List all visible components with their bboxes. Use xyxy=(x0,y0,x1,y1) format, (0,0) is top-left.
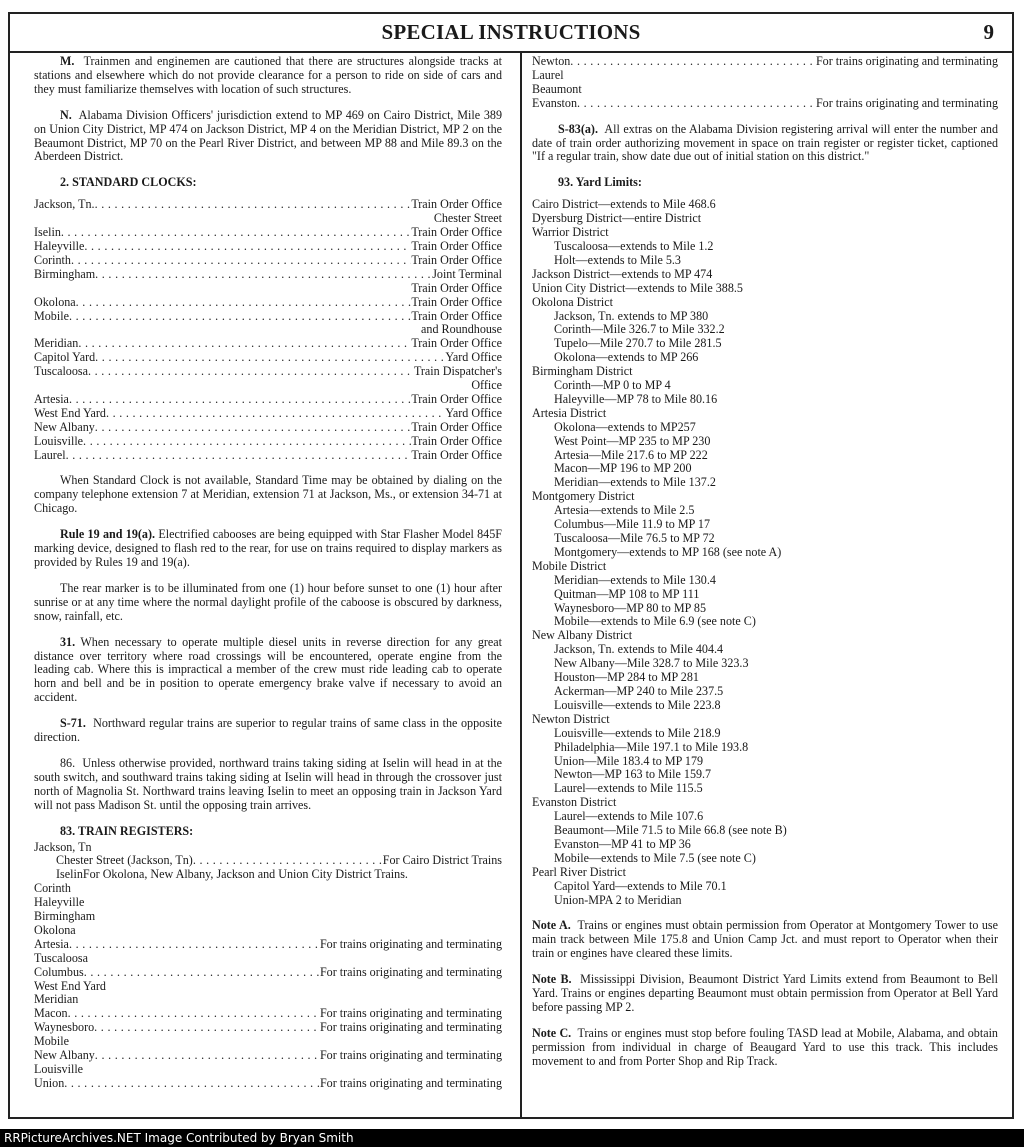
clock-row-value: Train Order Office xyxy=(411,447,502,462)
paragraph-s71: S-71. Northward regular trains are superior to regular trains of same class in the opposite direction. xyxy=(34,716,502,745)
register-row-leader xyxy=(95,1049,320,1063)
train-registers-heading: 83. TRAIN REGISTERS: xyxy=(60,823,194,838)
paragraph-rule-19: Rule 19 and 19(a). Electrified cabooses are being equipped with Star Flasher Model 845F marking device, designed to flash red to the rear, for use on trains required to display markers as provided by Rules 19 and 19(a). xyxy=(34,527,502,569)
clock-row xyxy=(34,268,502,282)
register-row-leader xyxy=(94,1021,320,1035)
register-row-leader xyxy=(84,966,320,980)
clock-row xyxy=(34,435,502,449)
yard-district: Pearl River District xyxy=(532,864,627,879)
register-row-leader xyxy=(68,1007,320,1021)
yard-district: Artesia District xyxy=(532,405,607,420)
yard-limit-item: Meridian—extends to Mile 137.2 xyxy=(554,475,716,490)
clock-row xyxy=(34,449,502,463)
standard-clocks-list xyxy=(34,198,502,462)
page-title: SPECIAL INSTRUCTIONS xyxy=(381,20,641,44)
clock-row-value: Train Dispatcher's xyxy=(413,364,502,379)
yard-limit-item: Laurel—extends to Mile 115.5 xyxy=(554,781,703,796)
clock-row-leader xyxy=(69,393,411,407)
yard-limit-item: Louisville—extends to Mile 218.9 xyxy=(554,725,721,740)
train-registers-continued xyxy=(532,55,998,111)
clock-row-place: Haleyville xyxy=(34,238,85,253)
register-row: Corinth xyxy=(34,881,71,896)
clock-row-leader xyxy=(78,337,411,351)
yard-limit-item: Artesia—extends to Mile 2.5 xyxy=(554,503,695,518)
yard-limit-item: Haleyville—MP 78 to Mile 80.16 xyxy=(554,391,718,406)
clock-row-place: West End Yard xyxy=(34,405,106,420)
clock-row-leader xyxy=(106,407,445,421)
column-divider xyxy=(520,51,522,1117)
yard-limit-item: Ackerman—MP 240 to Mile 237.5 xyxy=(554,683,724,698)
clock-row-place: Mobile xyxy=(34,308,69,323)
clock-row-leader xyxy=(84,240,411,254)
yard-limit-item: Meridian—extends to Mile 130.4 xyxy=(554,572,716,587)
register-row: Okolona xyxy=(34,922,76,937)
register-row-leader xyxy=(577,97,816,111)
clock-row xyxy=(34,351,502,365)
register-row xyxy=(34,1021,502,1035)
page-header xyxy=(10,14,1012,53)
note-a: Note A. Trains or engines must obtain permission from Operator at Montgomery Tower to use main track between Mile 175.8 and Union Camp Jct. and must report to Operator when their train or engines have cleared these limits. xyxy=(532,918,998,961)
yard-limit-item: Union—Mile 183.4 to MP 179 xyxy=(554,753,704,768)
clock-row-leader xyxy=(61,226,411,240)
yard-district: Mobile District xyxy=(532,558,607,573)
yard-district: Birmingham District xyxy=(532,364,633,379)
clock-row-leader xyxy=(95,198,412,212)
clock-row-value: Train Order Office xyxy=(411,336,502,351)
clock-row xyxy=(34,337,502,351)
clock-row xyxy=(34,198,502,212)
yard-limit-item: Louisville—extends to Mile 223.8 xyxy=(554,697,721,712)
clock-row-leader xyxy=(66,449,412,463)
register-row-place: Union xyxy=(34,1075,65,1090)
yard-limit-item: Tupelo—Mile 270.7 to Mile 281.5 xyxy=(554,336,722,351)
register-row: Mobile xyxy=(34,1034,69,1049)
register-row-value: For trains originating and terminating xyxy=(815,54,998,68)
clock-row-place: Artesia xyxy=(34,391,69,406)
yard-limit-item: Tuscaloosa—extends to Mile 1.2 xyxy=(554,238,714,253)
register-row: Birmingham xyxy=(34,909,96,924)
clock-row xyxy=(34,310,502,324)
paragraph-86: 86. Unless otherwise provided, northward trains taking siding at Iselin will head in at the south switch, and southward trains taking siding at Iselin will head in through the crossover just north of Magnolia St. Northward trains leaving Iselin to meet an opposing train in Jackson Yard will not pass Madison St. until the opposing train arrives. xyxy=(34,755,503,812)
yard-district: Warrior District xyxy=(532,225,609,240)
clock-row-place: Tuscaloosa xyxy=(34,364,88,379)
left-column xyxy=(34,55,502,1091)
register-row xyxy=(34,938,502,952)
yard-limit-item: Macon—MP 196 to MP 200 xyxy=(554,461,692,476)
clock-row-value: Train Order Office xyxy=(411,433,502,448)
register-row-leader xyxy=(64,1077,320,1091)
clock-row-leader xyxy=(95,421,412,435)
register-row-value: For trains originating and terminating xyxy=(815,95,998,110)
yard-limit-item: Philadelphia—Mile 197.1 to Mile 193.8 xyxy=(554,739,749,754)
yard-limit-item: Capitol Yard—extends to Mile 70.1 xyxy=(554,878,727,893)
clock-row-value: Train Order Office xyxy=(411,197,502,212)
register-row xyxy=(34,1007,502,1021)
register-row: Laurel xyxy=(532,67,564,82)
yard-limit-item: Mobile—extends to Mile 7.5 (see note C) xyxy=(554,850,756,865)
register-row-value: For trains originating and terminating xyxy=(319,936,502,951)
clock-row-value: Train Order Office xyxy=(411,225,502,240)
clock-row xyxy=(34,407,502,421)
yard-limit-item: Quitman—MP 108 to MP 111 xyxy=(554,586,700,601)
clock-row-place: Capitol Yard xyxy=(34,350,96,365)
register-row-leader xyxy=(69,938,320,952)
register-row: Meridian xyxy=(34,992,79,1007)
clock-row-place: Iselin xyxy=(34,225,61,240)
clock-row-extra: Train Order Office xyxy=(411,280,502,295)
clock-row xyxy=(34,296,502,310)
register-row xyxy=(34,1077,502,1091)
yard-limit-item: West Point—MP 235 to MP 230 xyxy=(554,433,711,448)
clock-row-extra: and Roundhouse xyxy=(421,322,502,337)
clock-row-value: Joint Terminal xyxy=(432,266,502,281)
yard-limit-item: Union-MPA 2 to Meridian xyxy=(554,892,682,907)
register-row-place: Waynesboro xyxy=(34,1020,95,1035)
clock-row-leader xyxy=(76,296,412,310)
yard-district: Jackson District—extends to MP 474 xyxy=(532,266,713,281)
clock-row-value: Train Order Office xyxy=(411,238,502,253)
clock-row xyxy=(34,240,502,254)
yard-limit-item: Columbus—Mile 11.9 to MP 17 xyxy=(554,517,711,532)
yard-limit-item: Jackson, Tn. extends to Mile 404.4 xyxy=(554,642,724,657)
register-row-value: For trains originating and terminating xyxy=(319,1048,502,1063)
clock-row xyxy=(34,393,502,407)
document-page xyxy=(8,12,1014,1119)
yard-limit-item: New Albany—Mile 328.7 to Mile 323.3 xyxy=(554,656,749,671)
register-row: Tuscaloosa xyxy=(34,950,88,965)
register-row: Beaumont xyxy=(532,81,582,96)
image-credit-bar: RRPictureArchives.NET Image Contributed by Bryan Smith xyxy=(0,1129,1024,1147)
yard-limit-item: Corinth—Mile 326.7 to Mile 332.2 xyxy=(554,322,725,337)
paragraph-m: M. Trainmen and enginemen are cautioned that there are structures alongside tracks at stations and elsewhere which do not provide clearance for a person to ride on side of cars and they must familiarize themselves with location of such structures. xyxy=(34,54,502,96)
clock-row-leader xyxy=(95,351,445,365)
yard-limits-list xyxy=(532,198,998,907)
clock-row-value: Train Order Office xyxy=(411,391,502,406)
yard-limit-item: Okolona—extends to MP 266 xyxy=(554,350,699,365)
clock-row-place: Corinth xyxy=(34,252,71,267)
yard-limit-item: Newton—MP 163 to Mile 159.7 xyxy=(554,767,712,782)
clock-row-leader xyxy=(83,435,411,449)
register-row xyxy=(34,966,502,980)
register-row-place: Artesia xyxy=(34,936,69,951)
paragraph-rear-marker: The rear marker is to be illuminated from one (1) hour before sunset to one (1) hour after sunrise or at any time where the normal daylight profile of the caboose is obscured by darkness, snow, rainfall, etc. xyxy=(34,580,502,623)
register-row-place: Macon xyxy=(34,1006,68,1021)
clock-row-place: Okolona xyxy=(34,294,76,309)
register-row: Haleyville xyxy=(34,895,85,910)
register-row: Louisville xyxy=(34,1062,84,1076)
clock-row-value: Yard Office xyxy=(445,405,502,420)
yard-limit-item: Waynesboro—MP 80 to MP 85 xyxy=(554,600,706,615)
clock-row-place: Meridian xyxy=(34,336,79,351)
yard-limit-item: Mobile—extends to Mile 6.9 (see note C) xyxy=(554,614,756,629)
paragraph-31: 31. When necessary to operate multiple diesel units in reverse direction for any great distance over territory where road crossings will be encountered, operate engine from the leading cab. Where this is impractical a member of the crew must ride leading cab to operate horn and bell and be in position to operate emergency brake valve if necessary to avoid an accident. xyxy=(34,634,502,705)
clock-row-value: Train Order Office xyxy=(411,252,502,267)
clock-row-place: Jackson, Tn. xyxy=(34,197,95,212)
right-column xyxy=(532,55,998,1069)
clock-row-place: New Albany xyxy=(34,419,95,434)
register-jackson: Jackson, Tn xyxy=(34,839,92,854)
register-row xyxy=(34,1049,502,1063)
yard-limits-heading: 93. Yard Limits: xyxy=(558,175,642,190)
clock-row-value: Yard Office xyxy=(445,350,502,365)
register-chester-street: Chester Street (Jackson, Tn) . . . For Cairo District Trains xyxy=(34,854,502,868)
clock-row-value: Train Order Office xyxy=(411,294,502,309)
clock-row-leader xyxy=(71,254,411,268)
register-row-value: For trains originating and terminating xyxy=(319,1006,502,1021)
note-c: Note C. Trains or engines must stop before fouling TASD lead at Mobile, Alabama, and obtain permission from individual in charge of Beaugard Yard to use this track. This includes movement to and from Porter Shop and Rip Track. xyxy=(532,1025,998,1068)
paragraph-s83a: S-83(a). All extras on the Alabama Division registering arrival will enter the number and date of train order authorizing movement in space on train register or register ticket, captioned "If a regular train, show date due out of initial station on this district." xyxy=(532,121,998,164)
clock-row xyxy=(34,421,502,435)
clock-row-place: Birmingham xyxy=(34,266,96,281)
register-row-value: For trains originating and terminating xyxy=(319,964,502,979)
yard-limit-item: Artesia—Mile 217.6 to MP 222 xyxy=(554,447,708,462)
clock-row-leader xyxy=(69,310,411,324)
clock-row-value: Train Order Office xyxy=(411,419,502,434)
register-row-place: Evanston xyxy=(532,95,578,110)
paragraph-standard-time: When Standard Clock is not available, Standard Time may be obtained by dialing on the company telephone extension 7 at Meridian, extension 71 at Jackson, Ms., or extension 34-71 at Chicago. xyxy=(34,473,502,516)
clock-row-place: Laurel xyxy=(34,447,66,462)
clock-row-extra: Office xyxy=(471,378,502,393)
yard-limit-item: Evanston—MP 41 to MP 36 xyxy=(554,836,691,851)
yard-district: Evanston District xyxy=(532,795,617,810)
yard-limit-item: Beaumont—Mile 71.5 to Mile 66.8 (see note B) xyxy=(554,823,787,838)
register-iselin: IselinFor Okolona, New Albany, Jackson and Union City District Trains. xyxy=(56,867,408,882)
yard-limit-item: Jackson, Tn. extends to MP 380 xyxy=(554,308,709,323)
clock-row-extra: Chester Street xyxy=(433,211,502,226)
yard-district: Union City District—extends to Mile 388.5 xyxy=(532,280,743,295)
yard-limit-item: Corinth—MP 0 to MP 4 xyxy=(554,378,671,393)
note-b: Note B. Mississippi Division, Beaumont District Yard Limits extend from Beaumont to Bell Yard. Trains or engines departing Beaumont must obtain permission from Operator at Bell Yard before passing MP 2. xyxy=(532,972,998,1014)
yard-limit-item: Okolona—extends to MP257 xyxy=(554,419,696,434)
yard-district: Montgomery District xyxy=(532,489,635,504)
yard-limit-item: Holt—extends to Mile 5.3 xyxy=(554,252,681,267)
yard-limit-item: Montgomery—extends to MP 168 (see note A) xyxy=(554,544,782,559)
yard-limit-item: Tuscaloosa—Mile 76.5 to MP 72 xyxy=(554,531,715,545)
register-row-place: Newton xyxy=(532,54,571,68)
yard-limit-item: Houston—MP 284 to MP 281 xyxy=(554,670,699,685)
clock-row xyxy=(34,365,502,379)
clock-row xyxy=(34,254,502,268)
yard-district: Dyersburg District—entire District xyxy=(532,211,702,226)
clock-row-place: Louisville xyxy=(34,433,84,448)
yard-district: New Albany District xyxy=(532,628,633,643)
train-registers-list xyxy=(34,882,502,1091)
clock-row xyxy=(34,226,502,240)
yard-district: Okolona District xyxy=(532,294,613,309)
register-row-place: Columbus xyxy=(34,964,84,979)
register-row-value: For trains originating and terminating xyxy=(319,1075,502,1090)
standard-clocks-heading: 2. STANDARD CLOCKS: xyxy=(60,175,197,190)
register-row-leader xyxy=(570,55,816,69)
register-row: West End Yard xyxy=(34,978,106,993)
register-row-place: New Albany xyxy=(34,1048,95,1063)
paragraph-n: N. Alabama Division Officers' jurisdiction extend to MP 469 on Cairo District, Mile 389 on Union City District, MP 474 on Jackson District, MP 4 on the Meridian District, MP 2 on the Beaumont District, MP 70 on the Pearl River District, and between MP 88 and Mile 89.3 on the Aberdeen District. xyxy=(34,107,502,164)
yard-district: Cairo District—extends to Mile 468.6 xyxy=(532,197,716,212)
register-row xyxy=(532,97,998,111)
clock-row-leader xyxy=(88,365,414,379)
yard-district: Newton District xyxy=(532,711,610,726)
clock-row-leader xyxy=(95,268,432,282)
register-row-value: For trains originating and terminating xyxy=(319,1020,502,1035)
clock-row-value: Train Order Office xyxy=(411,308,502,323)
yard-limit-item: Laurel—extends to Mile 107.6 xyxy=(554,809,704,824)
register-row xyxy=(532,55,998,69)
page-number: 9 xyxy=(983,20,994,44)
